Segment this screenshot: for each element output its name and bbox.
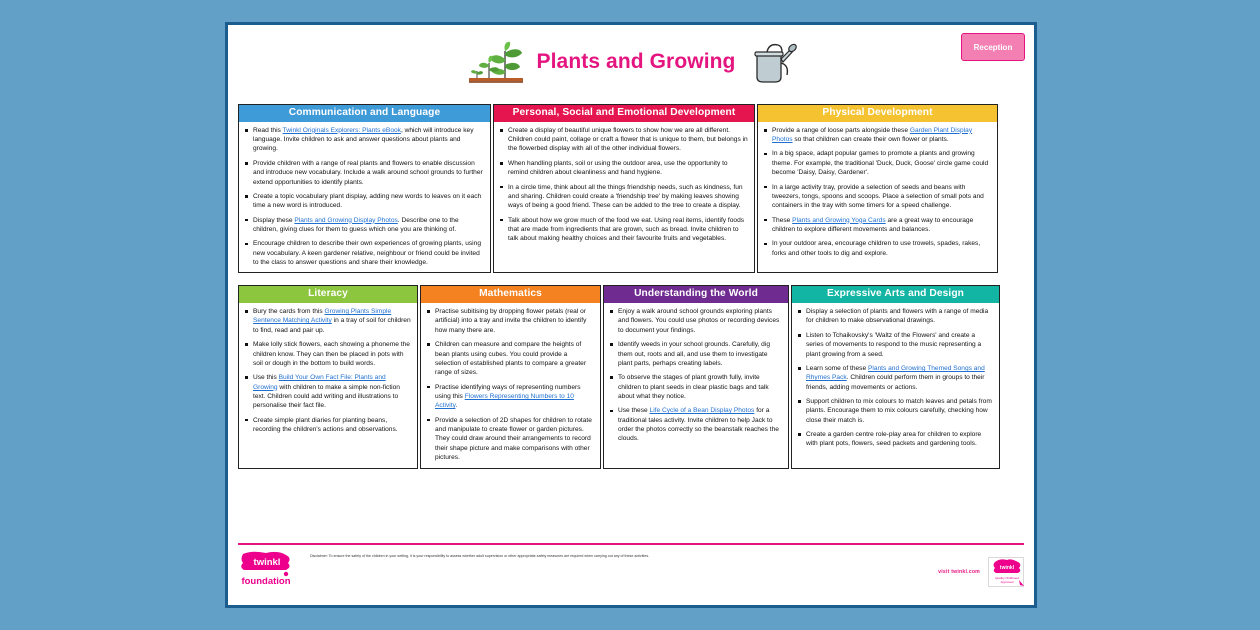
resource-link[interactable]: Plants and Growing Yoga Cards [792,216,886,224]
plant-growth-icon [465,39,527,85]
activity-item [499,183,749,211]
column-body-understanding-the-world [604,303,788,467]
column-body-physical-development [758,122,997,273]
column-header-understanding-the-world: Understanding the World [604,286,788,303]
column-understanding-the-world [603,285,789,468]
activity-text: with children to make a simple non-fiction text. Children could add writing and illustrations to personalise their fact file. [253,383,400,410]
resource-link[interactable]: Flowers Representing Numbers to 10 Activity [435,392,574,410]
activity-text: for a traditional tales activity. Invite children to help Jack to order the photos correctly so the beanstalk reaches the clouds. [618,407,779,443]
activity-item [763,183,992,211]
activity-text: Provide a selection of 2D shapes for children to rotate and manipulate to create flower or garden pictures. They could draw around their arrangements to record their shape picture and make comparisons with other pictures. [435,416,592,462]
activity-item [763,239,992,258]
column-personal-social-and-emotional-development [493,104,755,273]
activity-text: Children can measure and compare the heights of bean plants using cubes. You could provide a selection of established plants to compare a greater range of sizes. [435,341,587,377]
resource-link[interactable]: Life Cycle of a Bean Display Photos [649,407,755,415]
activity-item [797,430,994,449]
activity-text: Create simple plant diaries for planting beans, recording the children's actions and observations. [253,416,398,434]
activity-item [499,159,749,178]
svg-text:twinkl: twinkl [253,557,281,568]
svg-text:twinkl: twinkl [999,565,1015,571]
activity-text: Read this [253,126,283,134]
activity-item [244,340,412,368]
column-body-literacy [239,303,417,467]
activity-text: Encourage children to describe their own experiences of growing plants, using new vocabulary. A keen gardener relative, neighbour or friend could be invited to the class to answer questions and share their knowledge. [253,240,481,267]
curriculum-grid [228,104,1034,469]
activity-item [499,126,749,154]
activity-text: In a circle time, think about all the things friendship needs, such as kindness, fun and sharing. Children could create a 'friendship tree' by making leaves showing ways of being a good friend. These can be added to the tree to create a display. [508,183,743,210]
column-expressive-arts-and-design [791,285,1000,468]
column-body-mathematics [421,303,600,467]
activity-text: . Children could perform them in groups to their friends, adding movements or actions. [806,374,985,391]
activity-item [244,239,485,267]
activity-text: Create a topic vocabulary plant display, adding new words to leaves on it each time a new word is introduced. [253,192,482,210]
activity-list [609,307,783,444]
activity-text: , which will introduce key language. Invite children to ask and answer questions about plants and growing. [253,126,474,153]
activity-text: Listen to Tchaikovsky's 'Waltz of the Flowers' and create a series of movements to respond to the music representing a plant growing from a seed. [806,331,982,358]
activity-text: are a great way to encourage children to explore different movements and balances. [772,216,974,233]
activity-text: In a big space, adapt popular games to promote a plants and growing theme. For example, the traditional 'Duck, Duck, Goose' circle game could become 'Daisy, Daisy, Gardener'. [772,150,989,177]
activity-text: Enjoy a walk around school grounds exploring plants and flowers. You could use photos or recording devices to document your findings. [618,308,780,334]
resource-link[interactable]: Twinkl Originals Explorers: Plants eBook [282,126,401,134]
activity-text: Provide a range of loose parts alongside these [772,126,910,134]
activity-text: in a tray of soil for children to find, read and pair up. [253,317,411,334]
page-title: Plants and Growing [536,50,736,73]
column-communication-and-language [238,104,491,273]
activity-item [244,159,485,187]
activity-item [763,126,992,145]
header-title-group [228,39,1034,85]
activity-text: These [772,216,793,224]
activity-text: Practise subitising by dropping flower petals (real or artificial) into a tray and invite the children to identify how many there are. [435,308,587,334]
disclaimer-text: Disclaimer: To ensure the safety of the children in your setting, it is your responsibility to assess whether adult supervision or other appropriate safety measures are required when carrying out any of these activities. [310,554,650,558]
activity-text: . [455,402,458,410]
activity-list [244,307,412,434]
svg-text:Quality Childhood: Quality Childhood [995,576,1019,580]
activity-item [244,307,412,335]
activity-text: Practise identifying ways of representing numbers using this [435,383,581,400]
activity-item [426,416,595,463]
column-body-personal-social-and-emotional-development [494,122,754,273]
activity-text: Create a display of beautiful unique flowers to show how we are all different. Children could paint, collage or craft a flower that is unique to them, but belongs in the flowerbed display with all of the other individual flowers. [508,126,748,153]
activity-text: so that children can create their own flower or plants. [792,136,949,144]
activity-item [609,340,783,368]
column-header-literacy: Literacy [239,286,417,303]
page-header [228,25,1034,104]
twinkl-logo [238,551,296,591]
activity-text: Identify weeds in your school grounds. Carefully, dig them out, roots and all, and use them to investigate plant parts, perhaps creating labels. [618,341,770,367]
activity-list [499,126,749,244]
activity-item [763,149,992,177]
activity-item [426,307,595,335]
column-header-communication-and-language: Communication and Language [239,105,490,122]
activity-item [797,331,994,359]
activity-text: Create a garden centre role-play area for children to explore with plant pots, flowers, seed packets and gardening tools. [806,431,982,448]
activity-item [426,340,595,377]
activity-text: Use this [253,374,279,382]
footer-right-group [938,551,1024,587]
svg-text:foundation: foundation [241,576,291,587]
watering-can-icon [745,39,797,85]
activity-item [609,307,783,335]
svg-text:Approved: Approved [1000,580,1014,584]
activity-item [244,126,485,154]
activity-item [499,216,749,244]
grid-row-1 [238,104,1024,273]
activity-text: Bury the cards from this [253,308,325,316]
resource-link[interactable]: Plants and Growing Themed Songs and Rhymes Pack [806,364,985,382]
activity-item [763,216,992,235]
activity-item [244,373,412,410]
column-mathematics [420,285,601,468]
column-body-communication-and-language [239,122,490,273]
column-physical-development [757,104,998,273]
activity-text: Talk about how we grow much of the food we eat. Using real items, identify foods that are made from ingredients that are grown, such as bread. Invite children to talk about making healthy choices and their favourite fruits and vegetables. [508,216,745,243]
activity-item [797,397,994,425]
activity-list [426,307,595,462]
visit-link[interactable]: visit twinkl.com [938,569,980,575]
page-footer [238,543,1024,595]
activity-item [797,307,994,326]
grid-row-2 [238,285,1024,468]
activity-text: Make lolly stick flowers, each showing a phoneme the children know. They can then be placed in pots with soil or dough in the bottom to build words. [253,341,410,367]
activity-text: When handling plants, soil or using the outdoor area, use the opportunity to remind children about cleanliness and hand hygiene. [508,159,728,177]
column-header-mathematics: Mathematics [421,286,600,303]
worksheet-page [225,22,1037,608]
column-literacy [238,285,418,468]
column-header-personal-social-and-emotional-development: Personal, Social and Emotional Development [494,105,754,122]
activity-text: In a large activity tray, provide a selection of seeds and beans with tweezers, tongs, spoons and scoops. Place a selection of small pots and containers in the tray with some timers for a speed challenge. [772,183,984,210]
activity-item [609,406,783,443]
activity-text: To observe the stages of plant growth fully, invite children to plant seeds in clear plastic bags and talk about what they notice. [618,374,769,400]
column-body-expressive-arts-and-design [792,303,999,467]
activity-item [797,364,994,392]
activity-item [609,373,783,401]
activity-text: Provide children with a range of real plants and flowers to enable discussion and introduce new vocabulary. Include a walk around school grounds to further extend opportunities to identify plants. [253,159,483,186]
activity-text: Use these [618,407,650,415]
activity-text: Learn some of these [806,364,868,372]
activity-text: . Describe one to the children, giving clues for them to guess which one you are thinking of. [253,216,459,233]
resource-link[interactable]: Garden Plant Display Photos [772,126,973,144]
resource-link[interactable]: Build Your Own Fact File: Plants and Growing [253,374,386,391]
activity-text: Display a selection of plants and flowers with a range of media for children to make observational drawings. [806,308,989,325]
resource-link[interactable]: Plants and Growing Display Photos [294,216,398,224]
column-header-expressive-arts-and-design: Expressive Arts and Design [792,286,999,303]
activity-text: In your outdoor area, encourage children to use trowels, spades, rakes, forks and other tools to dig and explore. [772,240,981,257]
activity-text: Support children to mix colours to match leaves and petals from plants. Encourage them to mix colours carefully, checking how close their match is. [806,397,992,424]
activity-item [244,192,485,211]
activity-list [797,307,994,449]
resource-link[interactable]: Growing Plants Simple Sentence Matching Activity [253,308,392,325]
twinkl-award-icon [988,557,1024,587]
status-badge: Reception [961,33,1025,61]
activity-list [244,126,485,268]
activity-item [244,216,485,235]
activity-item [244,416,412,435]
activity-item [426,383,595,411]
activity-text: Display these [253,216,295,224]
activity-list [763,126,992,258]
column-header-physical-development: Physical Development [758,105,997,122]
